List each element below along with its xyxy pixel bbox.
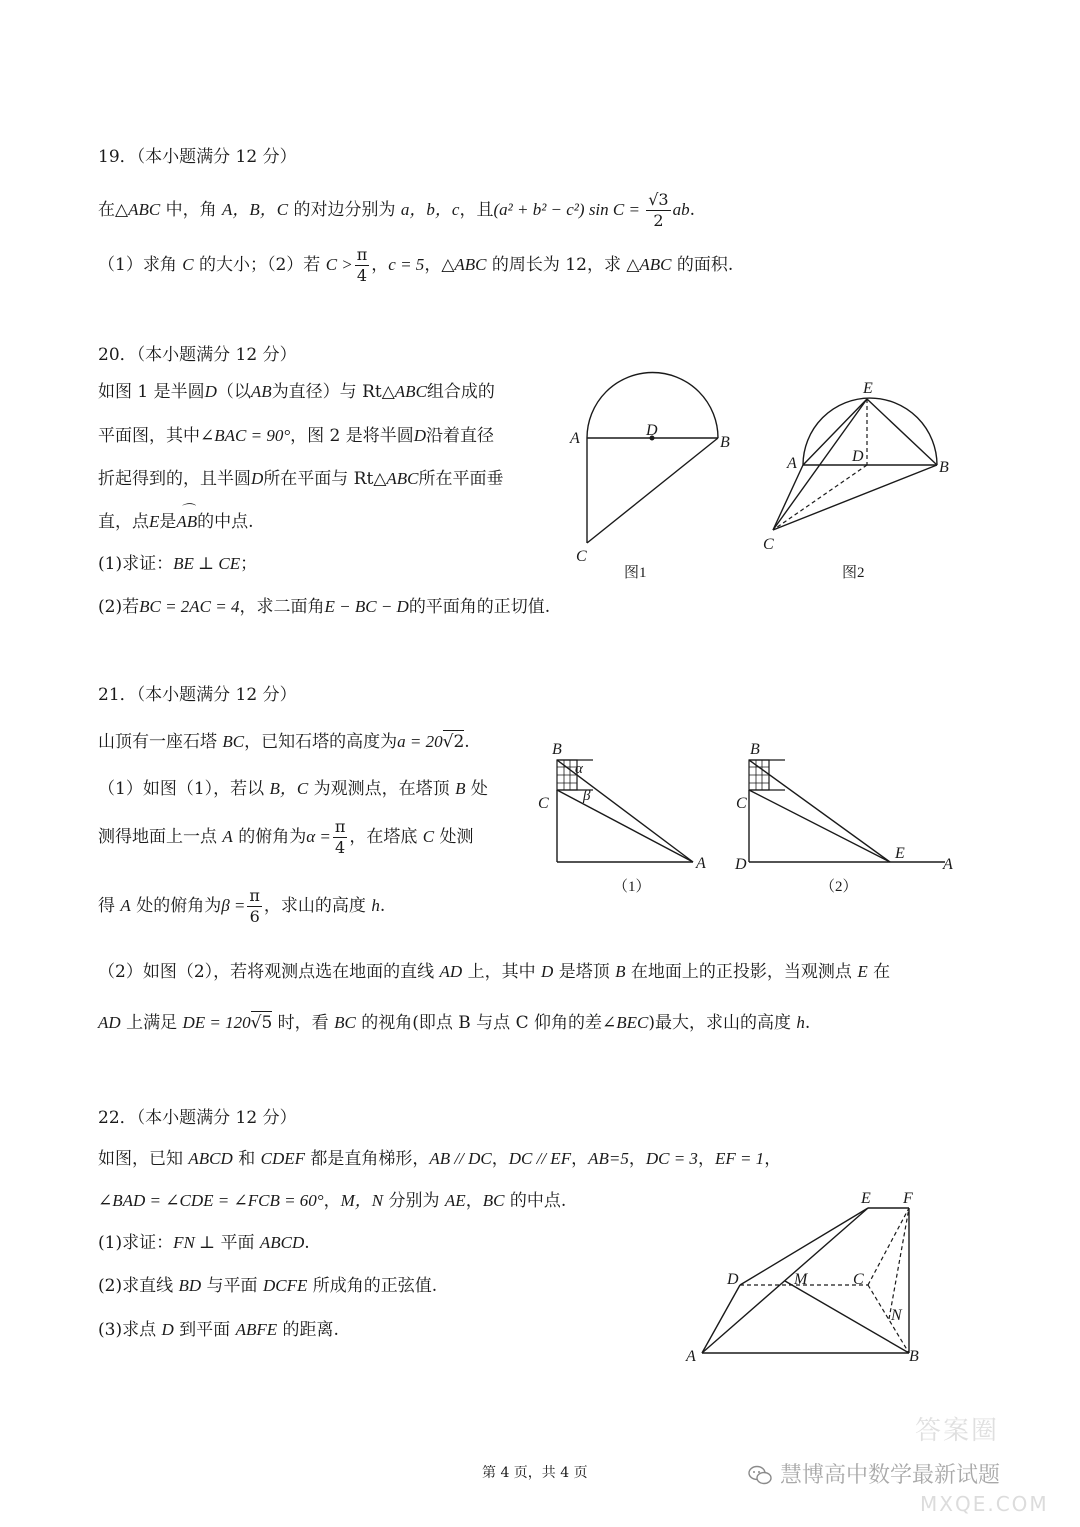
label-c: C (576, 548, 587, 565)
label-d: D (735, 856, 747, 873)
figure2-caption: （2） (820, 879, 858, 895)
watermark-logo: 答案圈 (915, 1416, 1000, 1446)
q22-figure (680, 1185, 930, 1375)
q21-line5: （2）如图（2），若将观测点选在地面的直线 AD 上，其中 D 是塔顶 B 在地面上的正投影，当观测点 E 在 (98, 962, 891, 982)
label-d: D (727, 1271, 739, 1288)
label-alpha: α (575, 761, 583, 777)
watermark-url: MXQE.COM (920, 1492, 1049, 1516)
watermark-text: 慧博高中数学最新试题 (780, 1463, 1001, 1488)
q22-line2: ∠BAD = ∠CDE = ∠FCB = 60°，M，N 分别为 AE，BC 的中点. (98, 1191, 567, 1211)
label-c: C (538, 795, 549, 812)
q19-line1: 在△ABC 中，角 A，B，C 的对边分别为 a，b，c，且(a² + b² − c²) sin C = $\frac{√3}{2}$ ab. (98, 190, 696, 230)
edge-cf-dashed (868, 1208, 909, 1285)
label-f: F (903, 1190, 913, 1207)
label-beta: β (583, 788, 591, 804)
q20-part1: (1)求证：BE ⊥ CE； (98, 554, 258, 574)
wechat-icon (748, 1465, 772, 1485)
label-a: A (696, 855, 706, 872)
label-b: B (939, 459, 949, 476)
q21-figure2 (730, 735, 965, 900)
q20-figure1 (560, 365, 750, 585)
figure1-caption: （1） (613, 879, 651, 895)
q22-part2: (2)求直线 BD 与平面 DCFE 所成角的正弦值. (98, 1276, 438, 1296)
label-e: E (861, 1190, 871, 1207)
sight-line-c (749, 790, 890, 862)
figure2-caption: 图2 (842, 565, 865, 581)
q22-part3: (3)求点 D 到平面 ABFE 的距离. (98, 1320, 339, 1340)
q20-part2: (2)若BC = 2AC = 4，求二面角E − BC − D的平面角的正切值. (98, 597, 551, 617)
label-c: C (736, 795, 747, 812)
label-d: D (852, 448, 864, 465)
q20-line3: 折起得到的，且半圆D所在平面与 Rt△ABC所在平面垂 (98, 469, 504, 489)
q22-header: 22．（本小题满分 12 分） (98, 1108, 297, 1128)
q21-figure1 (535, 735, 720, 900)
q21-line3: 测得地面上一点 A 的俯角为α = $\frac{\pi}{4}$ ，在塔底 C 处测 (98, 817, 474, 857)
segment-fn-dashed (889, 1208, 909, 1319)
q21-line4: 得 A 处的俯角为β = $\frac{\pi}{6}$ ，求山的高度 h. (98, 886, 386, 926)
q20-figure2 (760, 375, 960, 585)
q20-line2: 平面图，其中∠BAC = 90°，图 2 是将半圆D沿着直径 (98, 426, 495, 446)
label-a: A (686, 1348, 696, 1365)
q21-line6: AD 上满足 DE = 120√5 时，看 BC 的视角(即点 B 与点 C 仰角的差∠BEC)最大，求山的高度 h. (98, 1013, 811, 1033)
sight-line-c (557, 790, 693, 862)
q19-line2: （1）求角 C 的大小；（2）若 C > $\frac{\pi}{4}$ ，c = 5，△ABC 的周长为 12，求 △ABC 的面积. (98, 245, 734, 285)
edge-cb-dashed (868, 1285, 909, 1353)
edge-ad (702, 1285, 740, 1353)
q20-header: 20．（本小题满分 12 分） (98, 345, 297, 365)
q22-line1: 如图，已知 ABCD 和 CDEF 都是直角梯形，AB // DC，DC // EF，AB=5，DC = 3，EF = 1， (98, 1149, 782, 1169)
label-m: M (794, 1271, 808, 1288)
label-b: B (552, 741, 562, 758)
label-b: B (750, 741, 760, 758)
label-a: A (943, 856, 953, 873)
label-n: N (891, 1307, 902, 1324)
sight-line-b (749, 760, 890, 862)
label-c: C (763, 536, 774, 553)
label-e: E (863, 380, 873, 397)
label-a: A (570, 430, 580, 447)
segment-bc (773, 465, 937, 530)
segment-bc (587, 438, 718, 543)
label-a: A (787, 455, 797, 472)
label-d: D (646, 422, 658, 439)
q21-line1: 山顶有一座石塔 BC，已知石塔的高度为a = 20√2. (98, 732, 470, 752)
q19-header: 19．（本小题满分 12 分） (98, 147, 297, 167)
q20-line1: 如图 1 是半圆D（以AB为直径）与 Rt△ABC组合成的 (98, 382, 495, 402)
q21-line2: （1）如图（1），若以 B，C 为观测点，在塔顶 B 处 (98, 779, 488, 799)
q20-line4: 直，点E是⌒ AB的中点. (98, 510, 254, 534)
figure1-caption: 图1 (624, 565, 647, 581)
label-b: B (909, 1348, 919, 1365)
label-b: B (720, 434, 730, 451)
label-c: C (853, 1271, 864, 1288)
segment-eb (867, 399, 937, 465)
segment-dc-dashed (773, 465, 867, 530)
q21-header: 21．（本小题满分 12 分） (98, 685, 297, 705)
folded-arc (803, 398, 937, 465)
q22-part1: (1)求证：FN ⊥ 平面 ABCD. (98, 1233, 310, 1253)
page-number: 第 4 页，共 4 页 (482, 1465, 588, 1481)
label-e: E (895, 845, 905, 862)
